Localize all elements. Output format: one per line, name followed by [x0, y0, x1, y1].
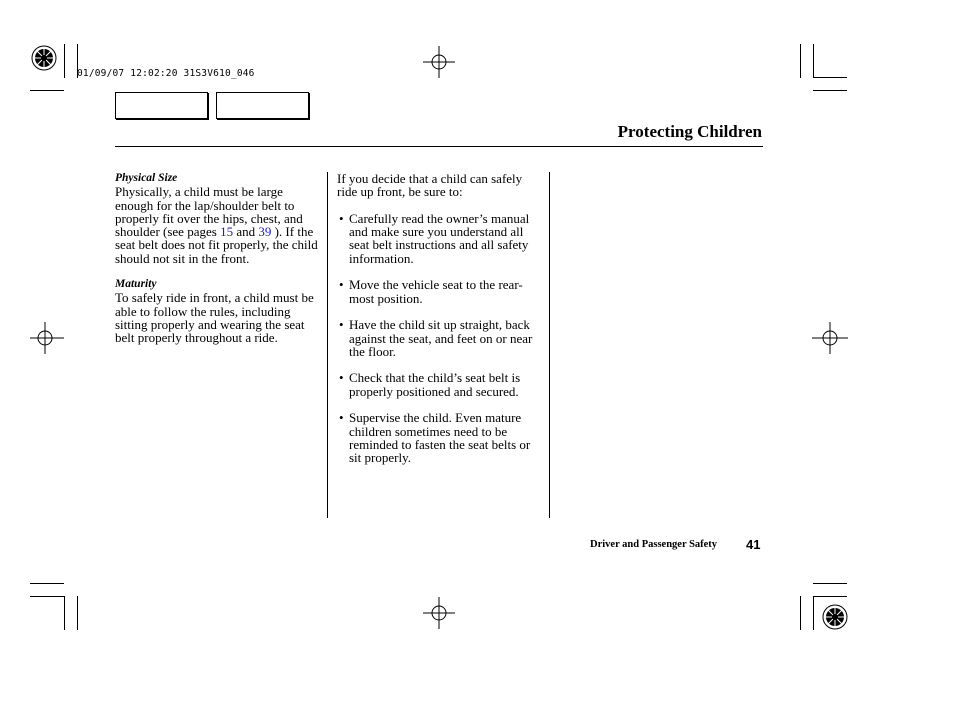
crop-mark: [800, 596, 801, 630]
column-divider: [549, 172, 550, 518]
crop-mark: [30, 596, 64, 597]
list-item: • Carefully read the owner’s manual and make sure you understand all seat belt instructions and all safety information.: [337, 212, 543, 265]
print-slug: 01/09/07 12:02:20 31S3V610_046: [77, 68, 255, 79]
crosshair-icon: [30, 322, 64, 354]
tab-box-left: [115, 92, 208, 119]
crop-mark: [813, 596, 814, 630]
list-item: • Move the vehicle seat to the rear-most position.: [337, 278, 543, 305]
crosshair-icon: [423, 46, 455, 78]
tab-box-right: [216, 92, 309, 119]
physical-size-text-between: and: [233, 224, 259, 240]
header-rule: [115, 146, 763, 147]
page-title: Protecting Children: [617, 122, 762, 141]
crop-mark: [813, 90, 847, 91]
intro-paragraph: If you decide that a child can safely ride up front, be sure to:: [337, 171, 523, 200]
page-link-39[interactable]: 39: [258, 224, 272, 240]
crop-mark: [813, 583, 847, 584]
section-heading-maturity: Maturity: [115, 278, 157, 291]
left-column: [115, 172, 320, 345]
column-divider: [327, 172, 328, 518]
crosshair-icon: [812, 322, 848, 354]
crop-mark: [30, 90, 64, 91]
crop-mark: [813, 77, 847, 78]
crosshair-icon: [423, 597, 455, 629]
physical-size-text: Physically, a child must be large enough for the lap/shoulder belt to properly fit over the hips, chest, and shoulder (see pages: [115, 184, 303, 240]
physical-size-paragraph: [115, 185, 320, 265]
middle-column: [337, 172, 543, 478]
maturity-paragraph: To safely ride in front, a child must be able to follow the rules, including sitting properly and wearing the seat belt properly throughout a ride.: [115, 290, 314, 346]
page-number: 41: [746, 537, 761, 552]
crop-mark: [30, 583, 64, 584]
registration-target-icon: [821, 603, 849, 631]
safety-checklist: [337, 212, 543, 465]
list-item: • Check that the child’s seat belt is properly positioned and secured.: [337, 371, 543, 398]
crop-mark: [77, 596, 78, 630]
crop-mark: [800, 44, 801, 78]
crop-mark: [64, 44, 65, 78]
list-item: • Have the child sit up straight, back against the seat, and feet on or near the floor.: [337, 318, 543, 358]
page-link-15[interactable]: 15: [220, 224, 234, 240]
crop-mark: [64, 596, 65, 630]
crop-mark: [813, 596, 847, 597]
list-item: • Supervise the child. Even mature children sometimes need to be reminded to fasten the seat belts or sit properly.: [337, 411, 543, 464]
physical-size-text-after: ). If the seat belt does not fit properly, the child should not sit in the front.: [115, 224, 318, 266]
section-heading-physical-size: Physical Size: [115, 172, 178, 184]
registration-target-icon: [30, 44, 58, 72]
footer-section-title: Driver and Passenger Safety: [590, 539, 718, 550]
crop-mark: [813, 44, 814, 78]
